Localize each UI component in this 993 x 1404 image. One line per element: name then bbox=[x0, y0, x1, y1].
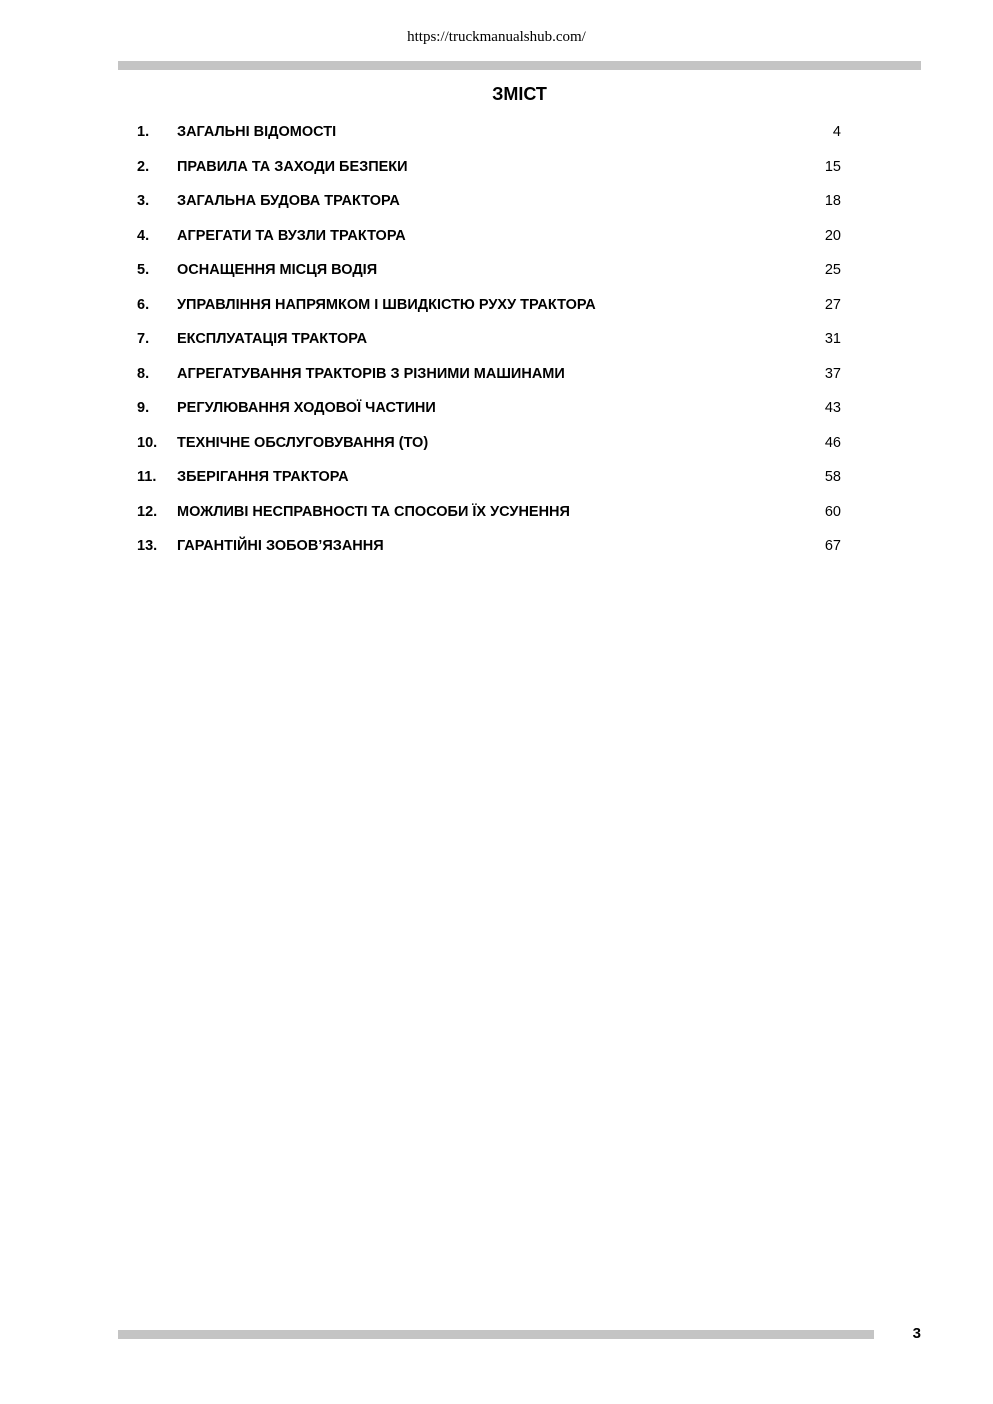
toc-entry-title: ЗАГАЛЬНА БУДОВА ТРАКТОРА bbox=[177, 193, 400, 209]
toc-entry-page: 43 bbox=[824, 400, 841, 416]
toc-entry[interactable] bbox=[137, 253, 843, 288]
toc-entry-title: АГРЕГАТУВАННЯ ТРАКТОРІВ З РІЗНИМИ МАШИНАМИ bbox=[177, 365, 565, 382]
toc-entry-page: 25 bbox=[824, 262, 841, 278]
toc-entry-title: ЗБЕРІГАННЯ ТРАКТОРА bbox=[177, 469, 349, 485]
toc-entry-number: 10. bbox=[137, 434, 158, 451]
toc-entry-page: 15 bbox=[824, 158, 841, 175]
toc-entry-page: 27 bbox=[824, 296, 841, 313]
toc-entry[interactable] bbox=[137, 184, 843, 219]
toc-entry-title: ЕКСПЛУАТАЦІЯ ТРАКТОРА bbox=[177, 331, 368, 347]
toc-entry-page: 4 bbox=[832, 124, 841, 140]
header-url: https://truckmanualshub.com/ bbox=[407, 29, 586, 45]
toc-entry-title: ГАРАНТІЙНІ ЗОБОВ’ЯЗАННЯ bbox=[177, 538, 384, 554]
table-of-contents bbox=[137, 115, 843, 564]
toc-entry-number: 3. bbox=[137, 193, 150, 209]
toc-entry-number: 11. bbox=[137, 469, 157, 485]
toc-entry-page: 18 bbox=[824, 193, 841, 209]
toc-entry-title: ПРАВИЛА ТА ЗАХОДИ БЕЗПЕКИ bbox=[177, 158, 408, 175]
footer-rule bbox=[118, 1330, 874, 1339]
toc-entry[interactable] bbox=[137, 150, 843, 185]
toc-entry-title: РЕГУЛЮВАННЯ ХОДОВОЇ ЧАСТИНИ bbox=[177, 400, 436, 416]
toc-entry-title: ТЕХНІЧНЕ ОБСЛУГОВУВАННЯ (ТО) bbox=[177, 434, 429, 451]
toc-entry[interactable] bbox=[137, 460, 843, 495]
toc-entry-number: 2. bbox=[137, 158, 150, 175]
toc-entry-page: 31 bbox=[824, 331, 841, 347]
toc-entry[interactable] bbox=[137, 322, 843, 357]
toc-entry[interactable] bbox=[137, 529, 843, 564]
toc-entry-title: АГРЕГАТИ ТА ВУЗЛИ ТРАКТОРА bbox=[177, 227, 406, 244]
toc-entry-title: УПРАВЛІННЯ НАПРЯМКОМ І ШВИДКІСТЮ РУХУ ТРАКТОРА bbox=[177, 296, 596, 313]
toc-entry-number: 4. bbox=[137, 227, 150, 244]
toc-entry-title: ОСНАЩЕННЯ МІСЦЯ ВОДІЯ bbox=[177, 262, 378, 278]
toc-entry[interactable] bbox=[137, 391, 843, 426]
toc-entry-title: ЗАГАЛЬНІ ВІДОМОСТІ bbox=[177, 124, 337, 140]
toc-entry[interactable] bbox=[137, 495, 843, 530]
toc-entry[interactable] bbox=[137, 288, 843, 323]
toc-title: ЗМІСТ bbox=[492, 84, 547, 104]
toc-entry[interactable] bbox=[137, 219, 843, 254]
page-number: 3 bbox=[912, 1325, 921, 1342]
toc-entry[interactable] bbox=[137, 357, 843, 392]
toc-entry-number: 1. bbox=[137, 124, 150, 140]
toc-entry-number: 7. bbox=[137, 331, 150, 347]
toc-entry-number: 8. bbox=[137, 365, 150, 382]
toc-entry-number: 12. bbox=[137, 503, 158, 520]
header-rule bbox=[118, 61, 921, 70]
toc-entry-page: 37 bbox=[824, 365, 841, 382]
toc-entry-page: 60 bbox=[824, 503, 841, 520]
toc-entry-page: 20 bbox=[824, 227, 841, 244]
toc-entry-number: 6. bbox=[137, 296, 150, 313]
toc-entry[interactable] bbox=[137, 115, 843, 150]
toc-entry-number: 13. bbox=[137, 538, 158, 554]
toc-entry-page: 67 bbox=[824, 538, 841, 554]
toc-entry-number: 9. bbox=[137, 400, 150, 416]
toc-entry-page: 46 bbox=[824, 434, 841, 451]
toc-entry-page: 58 bbox=[824, 469, 841, 485]
toc-entry-number: 5. bbox=[137, 262, 150, 278]
toc-entry-title: МОЖЛИВІ НЕСПРАВНОСТІ ТА СПОСОБИ ЇХ УСУНЕННЯ bbox=[177, 503, 570, 520]
toc-entry[interactable] bbox=[137, 426, 843, 461]
